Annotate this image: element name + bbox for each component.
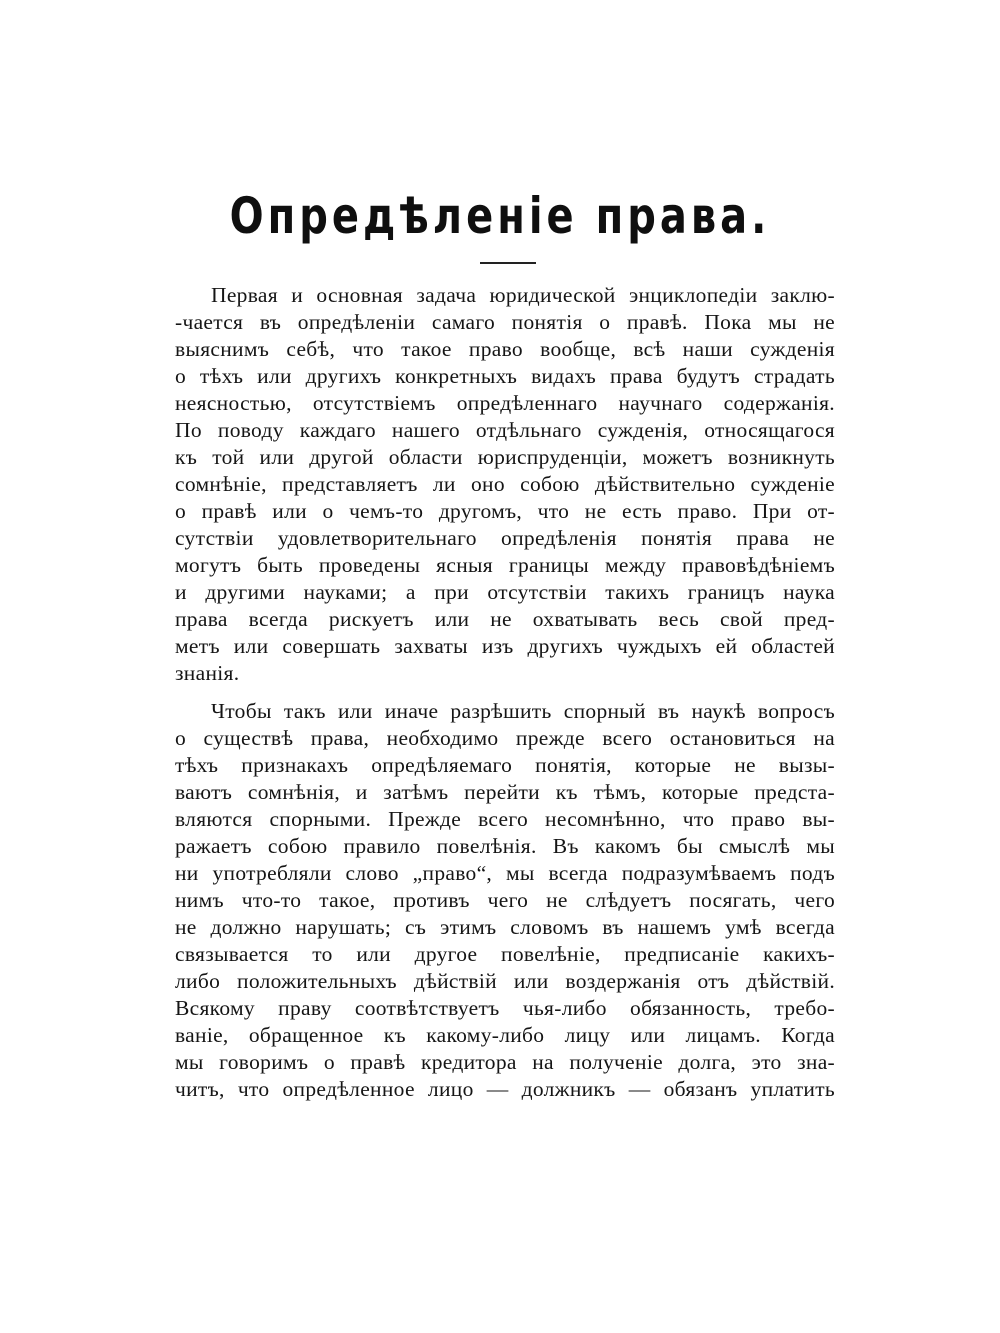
text-line: вляются спорными. Прежде всего несомнѣнно, что право вы- (175, 807, 835, 831)
text-line: Чтобы такъ или иначе разрѣшить спорный въ наукѣ вопросъ (211, 699, 835, 723)
text-line: связывается то или другое повелѣніе, предписаніе какихъ- (175, 942, 835, 966)
text-line: читъ, что опредѣленное лицо — должникъ — обязанъ уплатить (175, 1077, 835, 1101)
text-line: о существѣ права, необходимо прежде всего остановиться на (175, 726, 835, 750)
text-line: мы говоримъ о правѣ кредитора на полученіе долга, это зна- (175, 1050, 835, 1074)
text-line: ни употребляли слово „право“, мы всегда подразумѣваемъ подъ (175, 861, 835, 885)
page-title: Опредѣленіе права. (229, 188, 771, 246)
text-line: ражаетъ собою правило повелѣнія. Въ какомъ бы смыслѣ мы (175, 834, 835, 858)
text-line: Первая и основная задача юридической энциклопедіи заклю- (211, 283, 835, 307)
text-line: ваютъ сомнѣнія, и затѣмъ перейти къ тѣмъ, которые предста- (175, 780, 835, 804)
text-line: о тѣхъ или другихъ конкретныхъ видахъ права будутъ страдать (175, 364, 835, 388)
text-line: права всегда рискуетъ или не охватывать весь свой пред- (175, 607, 835, 631)
text-line: -чается въ опредѣленіи самаго понятія о правѣ. Пока мы не (175, 310, 835, 334)
text-line: знанія. (175, 661, 240, 685)
text-line: метъ или совершать захваты изъ другихъ чуждыхъ ей областей (175, 634, 835, 658)
text-line: нимъ что-то такое, противъ чего не слѣдуетъ посягать, чего (175, 888, 835, 912)
paragraph-gap (175, 687, 835, 698)
body-text (175, 282, 835, 1103)
text-line: могутъ быть проведены ясныя границы между правовѣдѣніемъ (175, 553, 835, 577)
text-line: сутствіи удовлетворительнаго опредѣленія понятія права не (175, 526, 835, 550)
text-line: По поводу каждаго нашего отдѣльнаго сужденія, относящагося (175, 418, 835, 442)
text-line: сомнѣніе, представляетъ ли оно собою дѣйствительно сужденіе (175, 472, 835, 496)
text-line: выяснимъ себѣ, что такое право вообще, всѣ наши сужденія (175, 337, 835, 361)
text-line: либо положительныхъ дѣйствій или воздержанія отъ дѣйствій. (175, 969, 835, 993)
text-line: не должно нарушать; съ этимъ словомъ въ нашемъ умѣ всегда (175, 915, 835, 939)
text-line: ваніе, обращенное къ какому-либо лицу или лицамъ. Когда (175, 1023, 835, 1047)
title-divider (480, 262, 536, 264)
text-line: Всякому праву соотвѣтствуетъ чья-либо обязанность, требо- (175, 996, 835, 1020)
text-line: къ той или другой области юриспруденціи, можетъ возникнуть (175, 445, 835, 469)
text-line: о правѣ или о чемъ-то другомъ, что не есть право. При от- (175, 499, 835, 523)
text-line: и другими науками; а при отсутствіи такихъ границъ наука (175, 580, 835, 604)
text-line: неясностью, отсутствіемъ опредѣленнаго научнаго содержанія. (175, 391, 835, 415)
text-line: тѣхъ признакахъ опредѣляемаго понятія, которые не вызы- (175, 753, 835, 777)
